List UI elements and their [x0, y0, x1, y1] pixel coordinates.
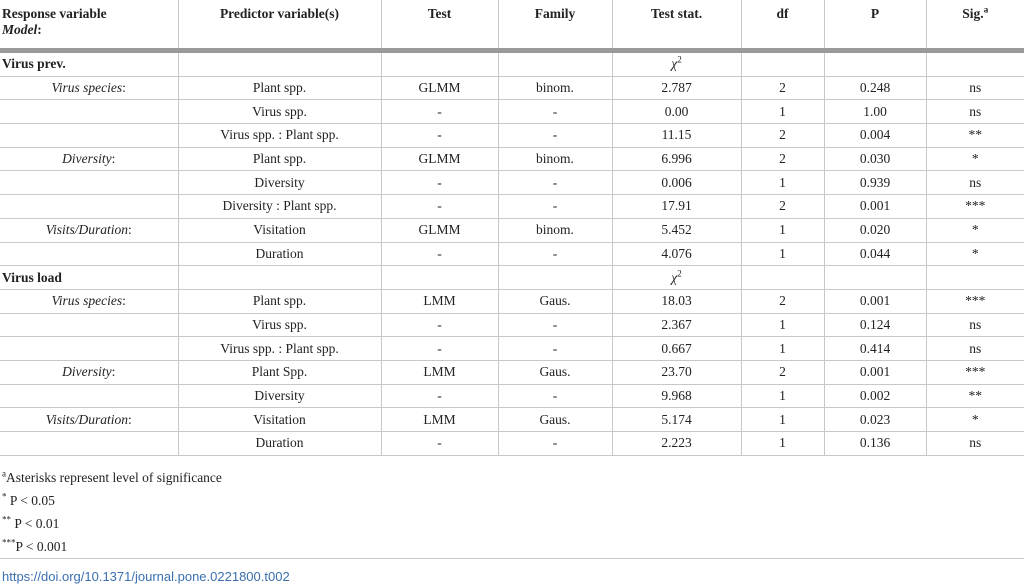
p-value-cell: 0.414: [824, 337, 926, 361]
test-stat-cell: 17.91: [612, 195, 741, 219]
test-stat-cell: 9.968: [612, 384, 741, 408]
family-cell: -: [498, 100, 612, 124]
empty-cell: [381, 266, 498, 290]
test-stat-cell: 4.076: [612, 242, 741, 266]
col-header-sig: [926, 0, 1024, 51]
test-stat-cell: 5.452: [612, 218, 741, 242]
test-cell: GLMM: [381, 218, 498, 242]
df-cell: 1: [741, 242, 824, 266]
test-stat-cell: 18.03: [612, 289, 741, 313]
family-cell: Gaus.: [498, 289, 612, 313]
p-value-cell: 0.124: [824, 313, 926, 337]
significance-cell: **: [926, 124, 1024, 148]
model-cell: [0, 171, 178, 195]
model-cell: [0, 408, 178, 432]
test-cell: GLMM: [381, 147, 498, 171]
df-cell: 2: [741, 195, 824, 219]
model-cell: [0, 195, 178, 219]
predictor-cell: Plant Spp.: [178, 360, 381, 384]
p-value-cell: 1.00: [824, 100, 926, 124]
model-cell: [0, 360, 178, 384]
col-header-family: Family: [498, 0, 612, 51]
test-stat-cell: 11.15: [612, 124, 741, 148]
significance-cell: ns: [926, 337, 1024, 361]
model-colon: :: [128, 411, 132, 427]
significance-cell: ns: [926, 313, 1024, 337]
family-cell: -: [498, 171, 612, 195]
col-header-sig-label: Sig.: [962, 6, 984, 21]
section-row: [0, 51, 1024, 77]
family-cell: binom.: [498, 218, 612, 242]
table-row: [0, 360, 1024, 384]
predictor-cell: Diversity : Plant spp.: [178, 195, 381, 219]
footnote-triple-star: ***P < 0.001: [2, 537, 68, 554]
significance-cell: ns: [926, 100, 1024, 124]
test-stat-cell: 2.223: [612, 432, 741, 456]
chi-superscript: 2: [677, 54, 682, 65]
test-cell: -: [381, 124, 498, 148]
chi-superscript: 2: [677, 268, 682, 279]
family-cell: Gaus.: [498, 408, 612, 432]
empty-cell: [498, 266, 612, 290]
footnotes: [2, 466, 222, 558]
table-row: [0, 100, 1024, 124]
section-title: Virus load: [0, 266, 178, 290]
test-cell: GLMM: [381, 76, 498, 100]
model-name: Diversity: [62, 151, 112, 167]
col-header-model-label: Model: [2, 22, 38, 37]
chi-symbol: χ: [671, 56, 678, 72]
test-cell: -: [381, 337, 498, 361]
section-title: Virus prev.: [0, 51, 178, 77]
col-header-df: df: [741, 0, 824, 51]
table-row: [0, 313, 1024, 337]
model-colon: :: [128, 222, 132, 238]
empty-cell: [926, 51, 1024, 77]
predictor-cell: Visitation: [178, 408, 381, 432]
predictor-cell: Diversity: [178, 171, 381, 195]
df-cell: 1: [741, 100, 824, 124]
df-cell: 1: [741, 408, 824, 432]
test-cell: LMM: [381, 408, 498, 432]
df-cell: 1: [741, 432, 824, 456]
p-value-cell: 0.044: [824, 242, 926, 266]
df-cell: 1: [741, 313, 824, 337]
predictor-cell: Diversity: [178, 384, 381, 408]
table-body: [0, 51, 1024, 456]
predictor-cell: Plant spp.: [178, 147, 381, 171]
model-cell: [0, 100, 178, 124]
df-cell: 1: [741, 171, 824, 195]
table-row: [0, 384, 1024, 408]
test-cell: -: [381, 242, 498, 266]
predictor-cell: Virus spp. : Plant spp.: [178, 124, 381, 148]
model-cell: [0, 384, 178, 408]
significance-cell: ***: [926, 360, 1024, 384]
significance-cell: ***: [926, 195, 1024, 219]
df-cell: 2: [741, 289, 824, 313]
test-stat-cell: 5.174: [612, 408, 741, 432]
model-cell: [0, 76, 178, 100]
family-cell: binom.: [498, 76, 612, 100]
significance-cell: *: [926, 408, 1024, 432]
p-value-cell: 0.939: [824, 171, 926, 195]
df-cell: 1: [741, 218, 824, 242]
p-value-cell: 0.001: [824, 360, 926, 384]
stat-label-cell: [612, 266, 741, 290]
table-row: [0, 147, 1024, 171]
family-cell: -: [498, 313, 612, 337]
family-cell: Gaus.: [498, 360, 612, 384]
predictor-cell: Duration: [178, 432, 381, 456]
p-value-cell: 0.248: [824, 76, 926, 100]
table-row: [0, 124, 1024, 148]
empty-cell: [178, 266, 381, 290]
p-value-cell: 0.004: [824, 124, 926, 148]
predictor-cell: Virus spp.: [178, 100, 381, 124]
test-stat-cell: 2.367: [612, 313, 741, 337]
family-cell: -: [498, 242, 612, 266]
table-row: [0, 76, 1024, 100]
significance-cell: ns: [926, 76, 1024, 100]
table-row: [0, 289, 1024, 313]
empty-cell: [741, 266, 824, 290]
predictor-cell: Virus spp.: [178, 313, 381, 337]
test-stat-cell: 0.667: [612, 337, 741, 361]
table-row: [0, 432, 1024, 456]
model-colon: :: [111, 364, 116, 380]
chi-symbol: χ: [671, 269, 678, 285]
df-cell: 1: [741, 384, 824, 408]
model-name: Virus species: [51, 80, 123, 96]
footnote-single-star: * P < 0.05: [2, 491, 55, 508]
df-cell: 2: [741, 147, 824, 171]
significance-cell: ***: [926, 289, 1024, 313]
table-row: [0, 337, 1024, 361]
test-cell: -: [381, 195, 498, 219]
p-value-cell: 0.023: [824, 408, 926, 432]
predictor-cell: Plant spp.: [178, 289, 381, 313]
model-cell: [0, 432, 178, 456]
model-colon: :: [111, 151, 116, 167]
model-name: Visits/Duration: [45, 222, 128, 238]
empty-cell: [824, 266, 926, 290]
col-header-test-stat: Test stat.: [612, 0, 741, 51]
model-cell: [0, 147, 178, 171]
p-value-cell: 0.030: [824, 147, 926, 171]
p-value-cell: 0.020: [824, 218, 926, 242]
significance-cell: *: [926, 218, 1024, 242]
test-cell: LMM: [381, 360, 498, 384]
empty-cell: [381, 51, 498, 77]
header-row: [0, 0, 1024, 51]
model-colon: :: [122, 80, 126, 96]
test-stat-cell: 0.006: [612, 171, 741, 195]
model-cell: [0, 289, 178, 313]
model-cell: [0, 337, 178, 361]
df-cell: 1: [741, 337, 824, 361]
family-cell: -: [498, 384, 612, 408]
significance-cell: *: [926, 147, 1024, 171]
p-value-cell: 0.001: [824, 195, 926, 219]
df-cell: 2: [741, 76, 824, 100]
test-cell: -: [381, 100, 498, 124]
empty-cell: [926, 266, 1024, 290]
stat-label-cell: [612, 51, 741, 77]
p-value-cell: 0.001: [824, 289, 926, 313]
model-cell: [0, 218, 178, 242]
predictor-cell: Visitation: [178, 218, 381, 242]
col-header-predictor: Predictor variable(s): [178, 0, 381, 51]
test-cell: -: [381, 432, 498, 456]
model-name: Diversity: [62, 364, 112, 380]
family-cell: -: [498, 337, 612, 361]
table-row: [0, 195, 1024, 219]
family-cell: binom.: [498, 147, 612, 171]
bottom-divider: [0, 558, 1024, 559]
test-cell: -: [381, 384, 498, 408]
footnote-double-star: ** P < 0.01: [2, 514, 60, 531]
test-cell: LMM: [381, 289, 498, 313]
col-header-test: Test: [381, 0, 498, 51]
df-cell: 2: [741, 360, 824, 384]
df-cell: 2: [741, 124, 824, 148]
significance-cell: **: [926, 384, 1024, 408]
significance-cell: ns: [926, 171, 1024, 195]
table-row: [0, 218, 1024, 242]
empty-cell: [498, 51, 612, 77]
significance-cell: *: [926, 242, 1024, 266]
p-value-cell: 0.002: [824, 384, 926, 408]
footnote-marker: a: [983, 4, 989, 15]
test-stat-cell: 2.787: [612, 76, 741, 100]
col-header-response-label: Response variable: [2, 6, 107, 21]
model-cell: [0, 124, 178, 148]
family-cell: -: [498, 124, 612, 148]
significance-cell: ns: [926, 432, 1024, 456]
empty-cell: [824, 51, 926, 77]
model-name: Visits/Duration: [45, 411, 128, 427]
section-row: [0, 266, 1024, 290]
family-cell: -: [498, 432, 612, 456]
footnote-a: $^a$Asterisks represent level of significance: [2, 468, 222, 485]
table-row: [0, 408, 1024, 432]
empty-cell: [741, 51, 824, 77]
empty-cell: [178, 51, 381, 77]
model-cell: [0, 242, 178, 266]
predictor-cell: Virus spp. : Plant spp.: [178, 337, 381, 361]
table-row: [0, 242, 1024, 266]
test-stat-cell: 6.996: [612, 147, 741, 171]
predictor-cell: Plant spp.: [178, 76, 381, 100]
col-header-p: P: [824, 0, 926, 51]
predictor-cell: Duration: [178, 242, 381, 266]
p-value-cell: 0.136: [824, 432, 926, 456]
test-stat-cell: 0.00: [612, 100, 741, 124]
doi-link[interactable]: https://doi.org/10.1371/journal.pone.0221800.t002: [2, 569, 290, 584]
table-row: [0, 171, 1024, 195]
test-cell: -: [381, 171, 498, 195]
col-header-response: Response variable Model:: [0, 0, 178, 51]
model-name: Virus species: [51, 293, 123, 309]
model-colon: :: [122, 293, 126, 309]
test-stat-cell: 23.70: [612, 360, 741, 384]
test-cell: -: [381, 313, 498, 337]
model-cell: [0, 313, 178, 337]
family-cell: -: [498, 195, 612, 219]
